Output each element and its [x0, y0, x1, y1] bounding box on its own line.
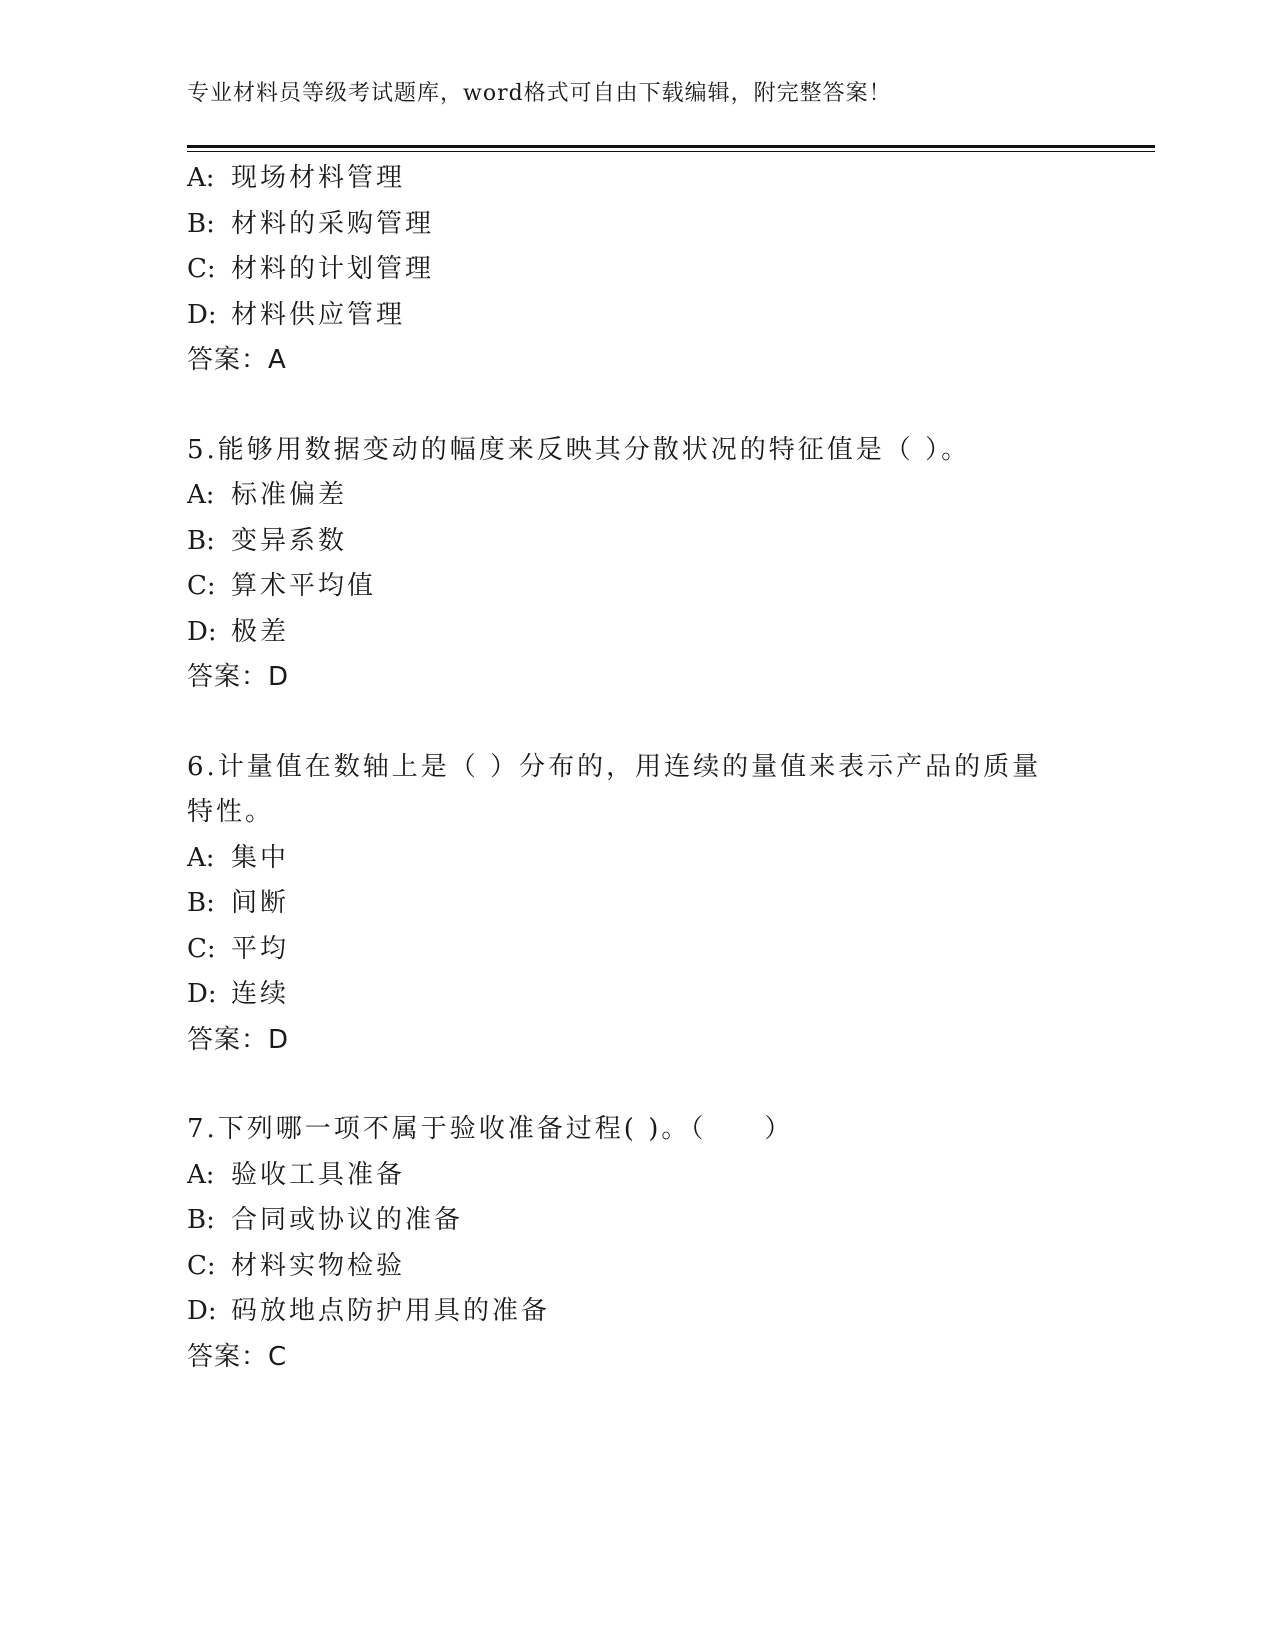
option-text: 材料实物检验: [231, 1250, 406, 1281]
question-block: [187, 745, 1087, 1064]
answer-line: 答案：D: [187, 1024, 290, 1055]
option-letter: A:: [187, 163, 215, 193]
question-title: 7.下列哪一项不属于验收准备过程( )。（ ）: [187, 1114, 794, 1144]
option-c: [187, 247, 1087, 293]
header-rule-thick: [187, 145, 1155, 148]
question-block: [187, 156, 1087, 384]
option-d: [187, 293, 1087, 339]
spacer: [187, 1063, 1087, 1107]
option-letter: B:: [187, 888, 215, 918]
option-text: 集中: [231, 842, 290, 873]
option-a: [187, 1153, 1087, 1199]
answer-line: 答案：C: [187, 1341, 288, 1372]
option-text: 现场材料管理: [231, 163, 406, 193]
question-block: [187, 1107, 1087, 1380]
option-text: 验收工具准备: [231, 1159, 406, 1190]
spacer: [187, 701, 1087, 745]
option-c: [187, 1244, 1087, 1290]
option-c: [187, 564, 1087, 610]
option-b: [187, 881, 1087, 927]
option-letter: A:: [187, 842, 215, 873]
option-text: 连续: [231, 979, 290, 1009]
option-text: 材料的采购管理: [231, 208, 435, 239]
option-d: [187, 1289, 1087, 1335]
question-title: 6.计量值在数轴上是（ ）分布的，用连续的量值来表示产品的质量特性。: [187, 751, 1042, 827]
answer-line: 答案：D: [187, 662, 290, 692]
option-d: [187, 972, 1087, 1018]
spacer: [187, 384, 1087, 428]
option-letter: A:: [187, 480, 215, 510]
option-text: 变异系数: [231, 525, 348, 556]
option-b: [187, 1198, 1087, 1244]
option-letter: D:: [187, 1296, 217, 1326]
answer-line: 答案：A: [187, 345, 287, 375]
option-letter: B:: [187, 525, 215, 556]
option-text: 合同或协议的准备: [231, 1205, 464, 1235]
option-b: [187, 519, 1087, 565]
question-block: [187, 428, 1087, 701]
option-b: [187, 202, 1087, 248]
option-letter: D:: [187, 299, 217, 330]
option-text: 标准偏差: [231, 480, 348, 510]
option-letter: D:: [187, 616, 217, 647]
option-letter: B:: [187, 208, 215, 239]
option-letter: A:: [187, 1159, 215, 1190]
option-c: [187, 927, 1087, 973]
option-letter: C:: [187, 933, 216, 964]
option-text: 平均: [231, 933, 290, 964]
option-letter: D:: [187, 979, 217, 1009]
option-text: 材料供应管理: [231, 299, 406, 330]
question-list: [187, 156, 1087, 1380]
option-d: [187, 610, 1087, 656]
option-text: 码放地点防护用具的准备: [231, 1296, 551, 1326]
option-letter: B:: [187, 1205, 215, 1235]
option-a: [187, 473, 1087, 519]
option-text: 算术平均值: [231, 571, 377, 601]
page-header: 专业材料员等级考试题库，word格式可自由下载编辑，附完整答案！: [187, 81, 892, 106]
option-text: 间断: [231, 888, 290, 918]
option-text: 极差: [231, 616, 290, 647]
option-a: [187, 156, 1087, 202]
option-text: 材料的计划管理: [231, 254, 435, 284]
option-letter: C:: [187, 254, 216, 284]
question-title: 5.能够用数据变动的幅度来反映其分散状况的特征值是（ ）。: [187, 434, 971, 465]
header-rule-thin: [187, 151, 1155, 152]
option-a: [187, 836, 1087, 882]
option-letter: C:: [187, 571, 216, 601]
option-letter: C:: [187, 1250, 216, 1281]
